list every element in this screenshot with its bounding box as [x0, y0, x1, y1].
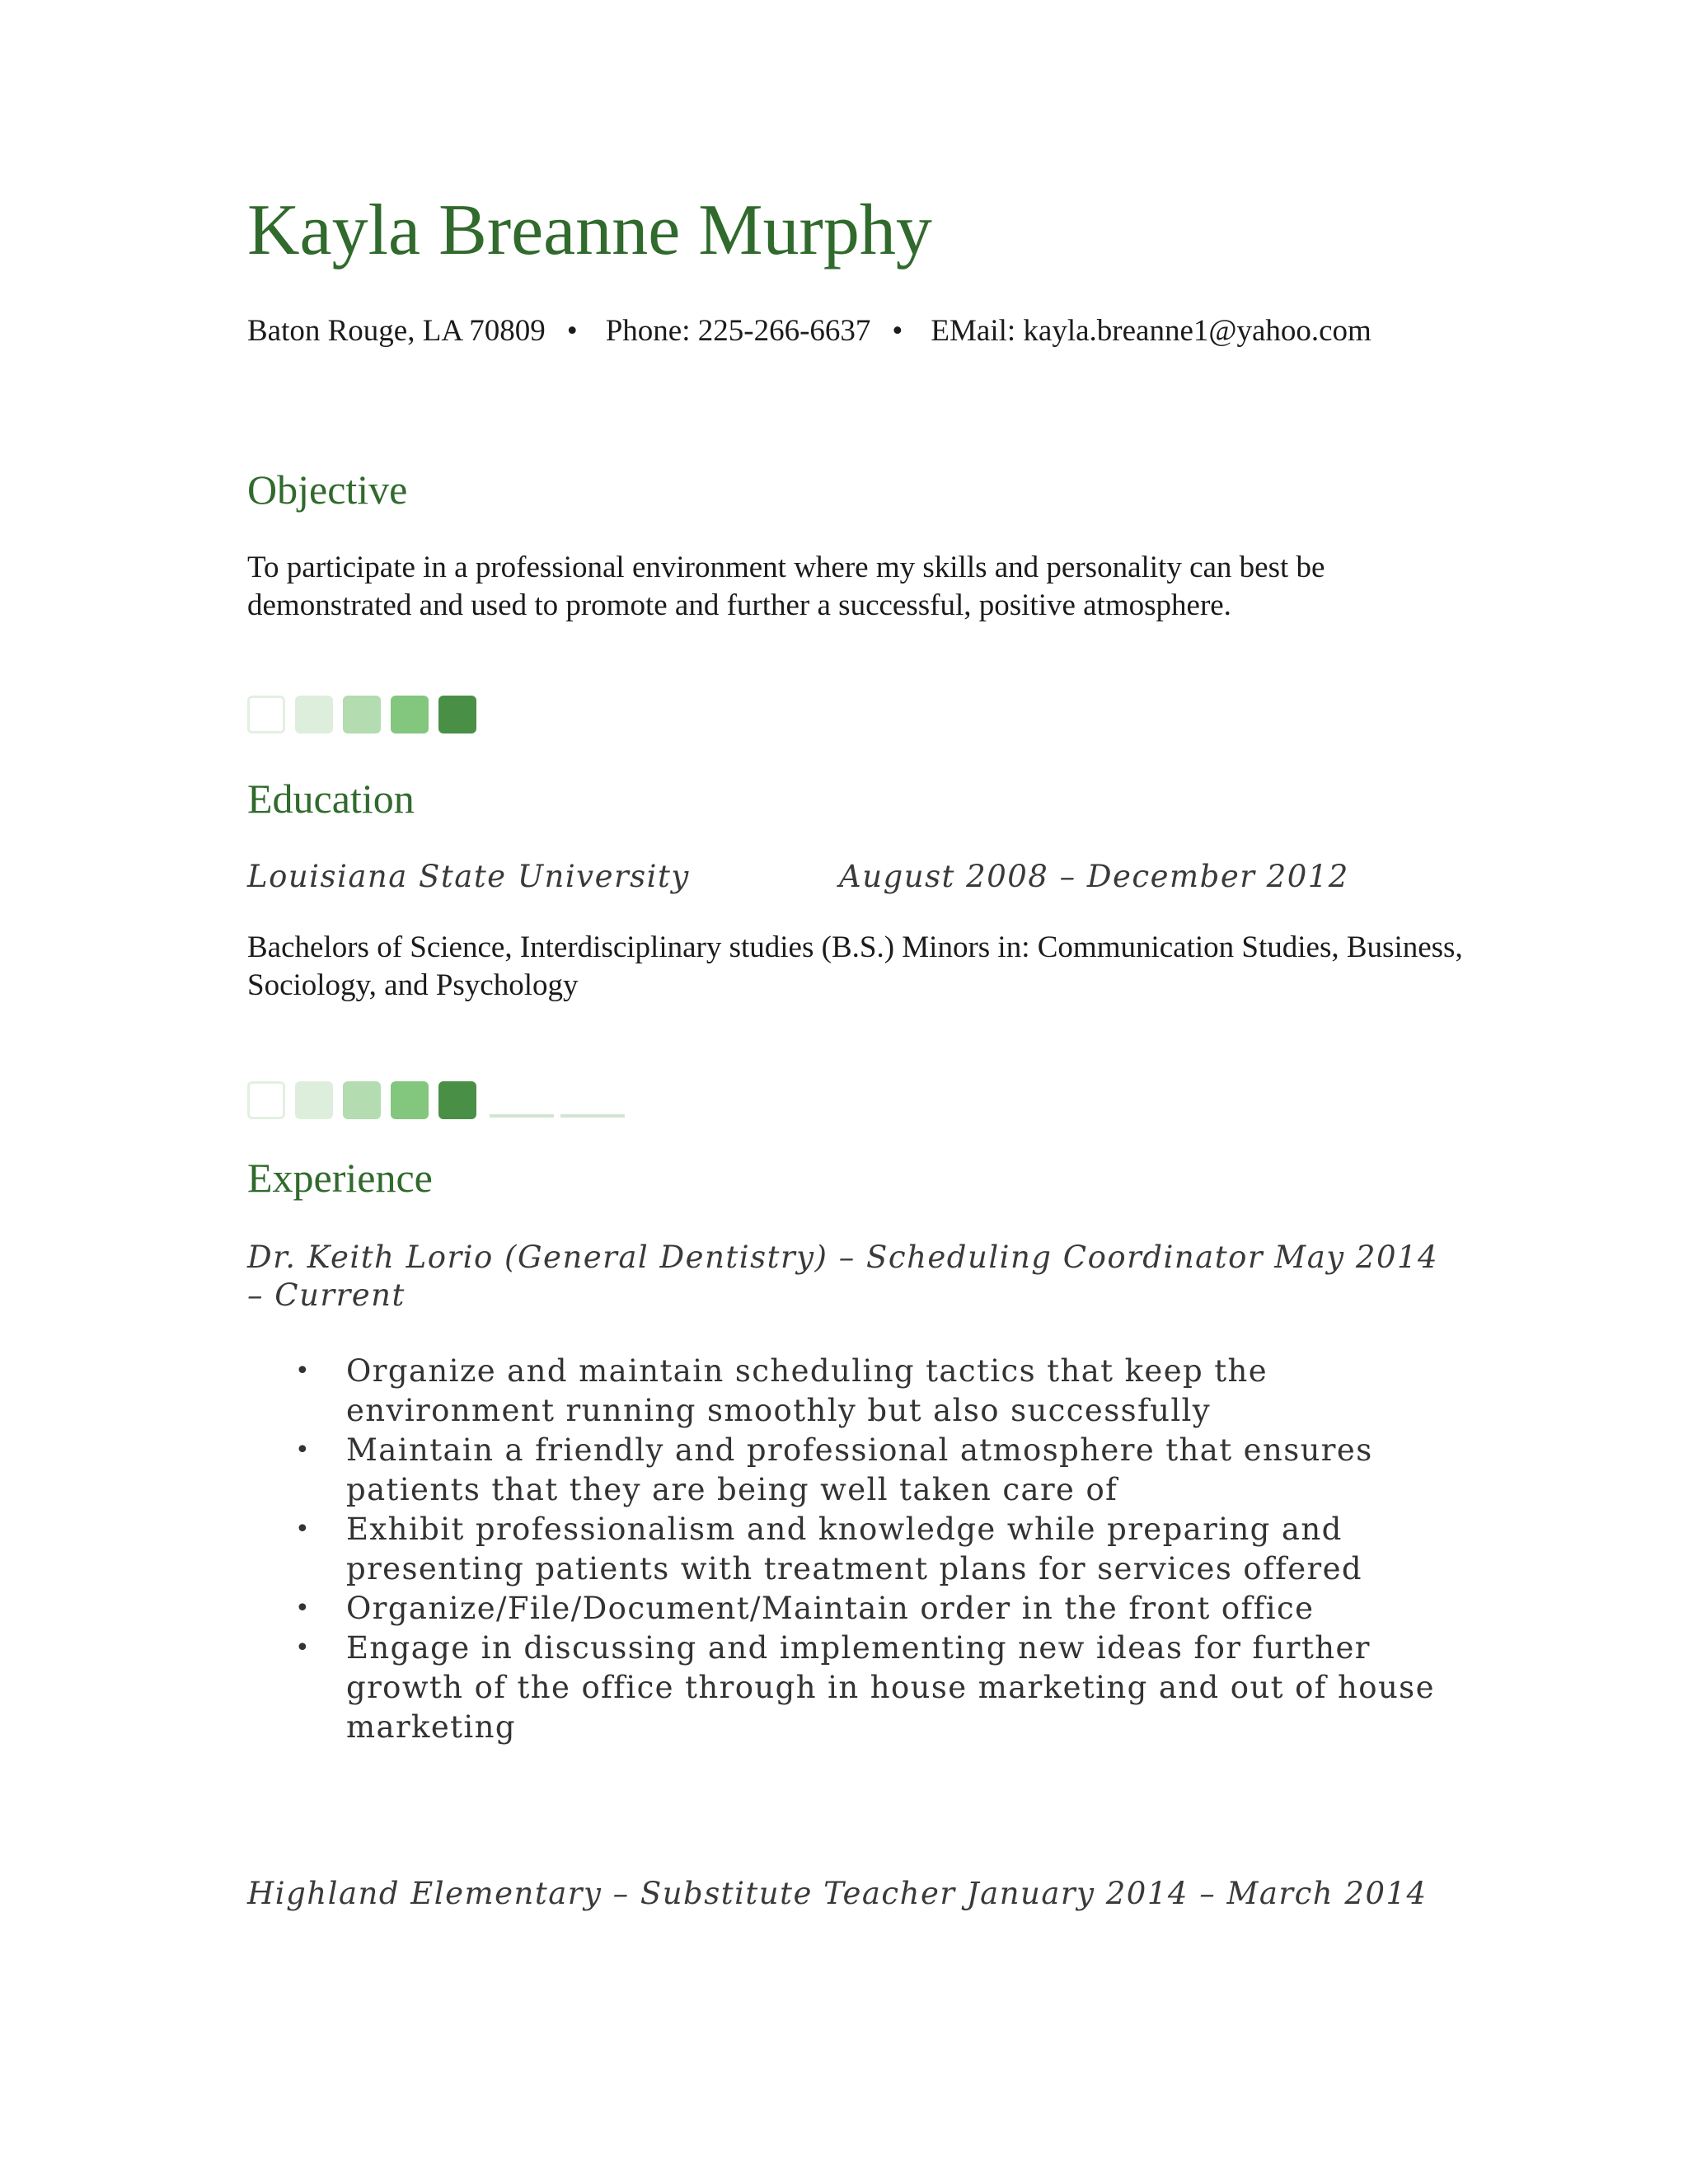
education-degree: Bachelors of Science, Interdisciplinary studies (B.S.) Minors in: Communication Studies, Business, Sociology, and Psychology [247, 930, 1463, 1002]
divider-square [343, 1081, 381, 1119]
objective-title: Objective [247, 466, 408, 513]
section-divider-squares [247, 694, 486, 735]
bullet-text: Organize and maintain scheduling tactics that keep the environment running smoothly but also successfully [346, 1353, 1268, 1428]
education-school: Louisiana State University [247, 859, 690, 894]
bullet-text: Organize/File/Document/Maintain order in the front office [346, 1591, 1315, 1626]
location-text: Baton Rouge, LA 70809 [247, 314, 546, 348]
divider-square [343, 696, 381, 733]
list-item [295, 1352, 1482, 1431]
job-bullet-list [295, 1352, 1482, 1747]
bullet-icon: • [295, 1594, 312, 1623]
list-item [295, 1431, 1482, 1510]
bullet-icon: • [295, 1436, 312, 1465]
job-heading: Highland Elementary – Substitute Teacher January 2014 – March 2014 [247, 1876, 1428, 1911]
candidate-name: Kayla Breanne Murphy [247, 190, 932, 270]
education-dates: August 2008 – December 2012 [839, 859, 1349, 894]
divider-square [391, 1081, 429, 1119]
bullet-icon: • [295, 1357, 312, 1385]
phone-text: Phone: 225-266-6637 [605, 314, 871, 348]
experience-title: Experience [247, 1155, 433, 1201]
bullet-text: Maintain a friendly and professional atmosphere that ensures patients that they are being well taken care of [346, 1432, 1373, 1507]
separator-dot: • [566, 314, 578, 348]
list-item [295, 1510, 1482, 1589]
divider-square [295, 1081, 333, 1119]
contact-line [247, 313, 1372, 349]
divider-square [295, 696, 333, 733]
list-item [295, 1589, 1482, 1629]
objective-text: To participate in a professional environment where my skills and personality can best be demonstrated and used to promote and further a successful, positive atmosphere. [247, 551, 1325, 622]
divider-square [438, 1081, 476, 1119]
job-heading: Dr. Keith Lorio (General Dentistry) – Scheduling Coordinator May 2014 – Current [247, 1240, 1439, 1313]
divider-square [438, 696, 476, 733]
bullet-icon: • [295, 1515, 312, 1544]
bullet-text: Engage in discussing and implementing new ideas for further growth of the office through in house marketing and out of house marketing [346, 1630, 1435, 1745]
bullet-text: Exhibit professionalism and knowledge while preparing and presenting patients with treatment plans for services offered [346, 1511, 1363, 1586]
education-title: Education [247, 776, 415, 822]
divider-line [560, 1114, 625, 1118]
divider-square [247, 1081, 285, 1119]
email-link[interactable]: EMail: kayla.breanne1@yahoo.com [931, 314, 1372, 348]
section-divider-squares [247, 1080, 628, 1121]
divider-square [391, 696, 429, 733]
divider-square [247, 696, 285, 733]
divider-line [490, 1114, 554, 1118]
bullet-icon: • [295, 1633, 312, 1662]
separator-dot: • [892, 314, 903, 348]
list-item [295, 1629, 1482, 1747]
